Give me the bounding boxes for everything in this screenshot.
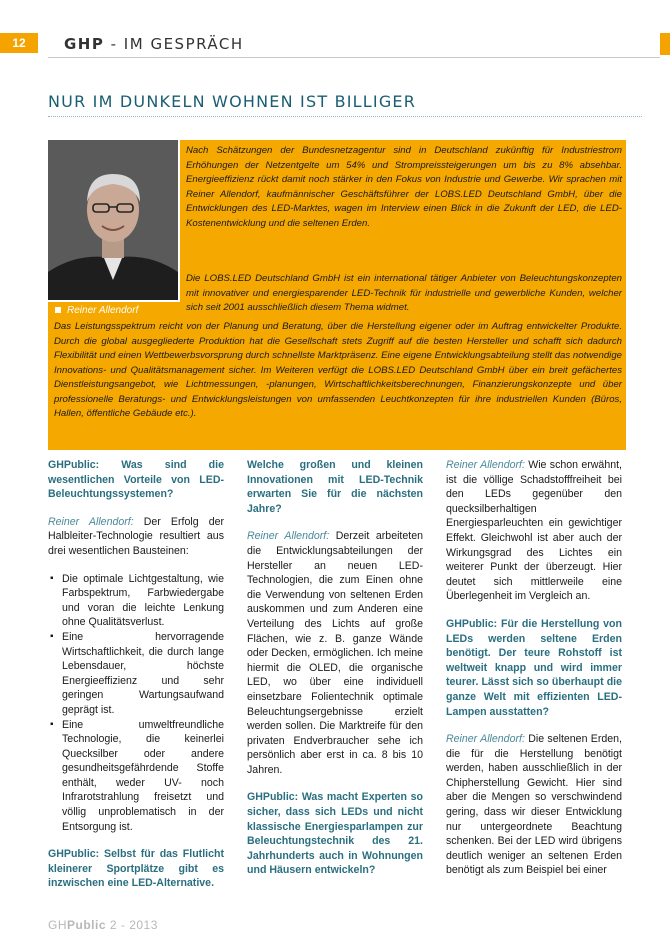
question: GHPublic: Selbst für das Flutlicht kleinerer Sportplätze gibt es inzwischen eine LED-Alternative. [48,848,224,890]
answer [446,458,622,604]
caption-square-icon [55,307,61,313]
intro-paragraph-2: Die LOBS.LED Deutschland GmbH ist ein international tätiger Anbieter von Beleuchtungskonzepten mit innovativer und energiesparender LED-Technik für industrielle und gewerbliche Kunden, welcher sich seit 2001 ausschließlich diesem Thema widmet. [186,273,622,313]
question: Welche großen und kleinen Innovationen mit LED-Technik erwarten Sie für die nächsten Jahre? [247,459,423,515]
question: GHPublic: Was macht Experten so sicher, dass sich LEDs und nicht klassische Energiesparlampen zur Beleuchtungstechnik des 21. Jahrhunderts auch in Wohnungen und Häusern entwickeln? [247,791,423,877]
edge-tab [660,33,670,55]
list-item: ▪ Eine hervorragende Wirtschaftlichkeit, die durch lange Lebensdauer, höchste Energieeffizienz und sehr geringen Wartungsaufwand geprägt ist. [62,630,224,718]
section-label: - IM GESPRÄCH [104,35,244,53]
caption-text: Reiner Allendorf [67,304,139,316]
article-column-2 [247,458,423,891]
section-brand: GHP [64,35,105,53]
footer-brand-bold: Public [67,918,107,932]
answer-text: Der Erfolg der Halbleiter-Technologie resultiert aus drei wesentlichen Bausteinen: [48,515,225,557]
article-column-1 [48,458,224,904]
page-number: 12 [0,33,38,53]
intro-paragraph-1: Nach Schätzungen der Bundesnetzagentur sind in Deutschland zukünftig für Industriestrom Erhöhungen der Netzentgelte um 54% und Strompreissteigerungen um bis zu 8% absehbar. Energieeffizienz rückt damit noch stärker in den Fokus von Industrie und Gewerbe. Wir sprachen mit Reiner Allendorf, kaufmännischer Geschäftsführer der LOBS.LED Deutschland GmbH, über die Entwicklungen des LED-Marktes, wagen im Interview einen Blick in die Zukunft der LED, die LED-Kostenentwicklung und die seltenen Erden. [186,145,622,229]
question: GHPublic: Für die Herstellung von LEDs werden seltene Erden benötigt. Der teure Rohstoff ist weltweit knapp und wird immer teurer. Lässt sich so überhaupt die ganze Welt mit effizienten LED-Lampen ausstatten? [446,617,622,718]
portrait-photo [48,140,178,300]
answer-text: Die seltenen Erden, die für die Herstellung benötigt werden, haben ausschließlich in der Chipherstellung Gewicht. Hier sind aber die Mengen so verschwindend gering, dass wir dieser Entwicklung nur untergeordnete Beachtung schenken. Bei der LED wird übrigens deutlich weniger an seltenen Erden benötigt als zum Beispiel bei einer [446,733,622,877]
speaker: Reiner Allendorf: [247,530,330,543]
header-rule [48,57,660,58]
answer [48,515,224,559]
answer [247,529,423,777]
speaker: Reiner Allendorf: [446,733,525,746]
article-column-3 [446,458,622,891]
question: GHPublic: Was sind die wesentlichen Vorteile von LED-Beleuchtungssystemen? [48,459,224,501]
answer-text: Wie schon erwähnt, ist die völlige Schadstofffreiheit bei den LEDs gegenüber den quecksilberhaltigen Energiesparleuchten ein gewichtiger Effekt. Gleichwohl ist aber auch der Wirkungsgrad des Lichtes ein weiterer Punkt der überzeugt. Hier deutet sich mittlerweile eine Überlegenheit im Vergleich an. [446,459,622,603]
footer-brand [48,918,158,932]
title-divider [48,116,642,117]
speaker: Reiner Allendorf: [48,515,134,528]
answer [446,732,622,878]
photo-caption [48,302,180,318]
section-header [64,35,244,53]
list-item: ▪ Eine umweltfreundliche Technologie, die keinerlei Quecksilber oder andere gesundheitsgefährdende Stoffe enthält, weder UV- noch Infrarotstrahlung freisetzt und völlig unproblematisch in der Entsorgung ist. [62,718,224,835]
article-title: NUR IM DUNKELN WOHNEN IST BILLIGER [48,92,417,111]
speaker: Reiner Allendorf: [446,459,525,471]
footer-brand-light: GH [48,918,67,932]
footer-issue: 2 - 2013 [106,918,158,932]
list-item: ▪ Die optimale Lichtgestaltung, wie Farbspektrum, Farbwiedergabe und voran die leichte Lenkung ohne Qualitätsverlust. [62,572,224,630]
benefit-list [48,572,224,835]
answer-text: Derzeit arbeiteten die Entwicklungsabteilungen der Hersteller an neuen LED-Technologien, die zum Einen ohne die Verwendung von seltenen Erden auskommen und zum Anderen eine Verteilung des Lichts auf große Flächen, wie z. B. ganze Wände oder Decken, ermöglichen. Ich meine hiermit die OLED, die organische LED, wo über eine individuell einsetzbare Folientechnik optimale Beleuchtungsergebnisse erzielt werden sollen. Die Marktreife für den privaten Endverbraucher sehe ich persönlich aber erst in ca. 8 bis 10 Jahren. [247,530,423,776]
intro-paragraph-3: Das Leistungsspektrum reicht von der Planung und Beratung, über die Herstellung eigener oder im Auftrag entwickelter Produkte. Durch die global ausgegliederte Produktion hat die Gesellschaft stets Zugriff auf die besten Hersteller und schafft sich dadurch Flexibilität und einen Wettbewerbsvorsprung durch schnellste Marktpräsenz. Eine eigene Entwicklungsabteilung stellt das notwendige Innovations- und Qualitätsmanagement sicher. Im Weiteren verfügt die LOBS.LED Deutschland GmbH über ein breit gefächertes Dienstleistungsangebot, wie Lichtmessungen, -planungen, Wirtschaftlichkeitsberechnungen, Finanzierungskonzepte und über professionelle Beratungs- und Entwicklungsleistungen von umfassenden Leuchtkonzepten für ihre industriellen Kunden (Büros, Hallen, öffentliche Gebäude etc.). [54,321,622,419]
